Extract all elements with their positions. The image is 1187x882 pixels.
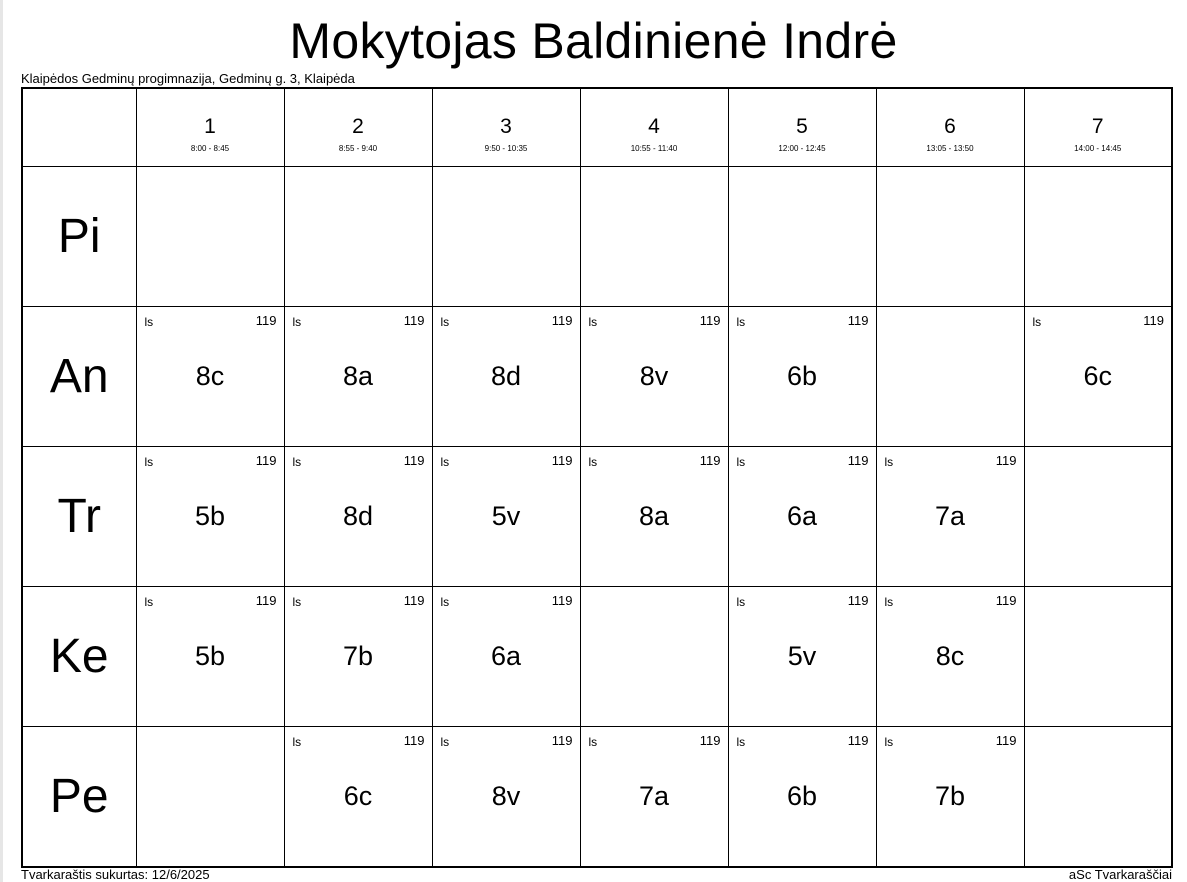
lesson-box xyxy=(729,587,876,726)
lesson-class: 8v xyxy=(639,360,669,391)
lesson-cell xyxy=(284,446,432,586)
empty-lesson-cell xyxy=(1024,166,1172,306)
lesson-room: 119 xyxy=(551,452,573,468)
page-left-edge xyxy=(0,0,3,882)
lesson-class: 6c xyxy=(343,780,373,811)
period-number: 6 xyxy=(944,115,956,138)
lesson-cell xyxy=(432,446,580,586)
lesson-class: 6a xyxy=(490,640,522,671)
lesson-subject: ls xyxy=(736,594,746,609)
lesson-subject: ls xyxy=(440,454,450,469)
lesson-box xyxy=(1025,587,1172,726)
lesson-subject: ls xyxy=(292,594,302,609)
period-time: 13:05 - 13:50 xyxy=(926,144,974,153)
period-header-cell xyxy=(728,88,876,166)
lesson-box xyxy=(285,447,432,586)
timetable-grid xyxy=(21,87,1173,868)
lesson-cell xyxy=(876,446,1024,586)
lesson-box xyxy=(581,727,728,866)
period-number: 1 xyxy=(204,115,216,138)
lesson-cell xyxy=(432,306,580,446)
lesson-class: 5b xyxy=(194,500,226,531)
lesson-box xyxy=(433,307,580,446)
footer-brand: aSc Tvarkaraščiai xyxy=(1068,867,1172,882)
lesson-cell xyxy=(876,726,1024,867)
lesson-room: 119 xyxy=(995,452,1017,468)
lesson-room: 119 xyxy=(551,732,573,748)
day-row xyxy=(22,306,1172,446)
footer-created-date: Tvarkaraštis sukurtas: 12/6/2025 xyxy=(21,867,210,882)
lesson-room: 119 xyxy=(255,452,277,468)
lesson-cell xyxy=(580,306,728,446)
lesson-subject: ls xyxy=(144,454,154,469)
lesson-box xyxy=(581,447,728,586)
lesson-box xyxy=(1025,727,1172,866)
lesson-cell xyxy=(432,586,580,726)
lesson-room: 119 xyxy=(403,312,425,328)
lesson-box xyxy=(433,447,580,586)
lesson-room: 119 xyxy=(403,592,425,608)
corner-cell xyxy=(22,88,136,166)
lesson-box xyxy=(729,167,876,306)
lesson-room: 119 xyxy=(403,452,425,468)
lesson-box xyxy=(729,727,876,866)
lesson-cell xyxy=(580,446,728,586)
lesson-class: 8a xyxy=(342,360,374,391)
lesson-cell xyxy=(728,446,876,586)
period-number: 2 xyxy=(352,115,364,138)
empty-lesson-cell xyxy=(1024,726,1172,867)
lesson-box xyxy=(285,587,432,726)
lesson-room: 119 xyxy=(255,592,277,608)
day-label: An xyxy=(22,306,136,446)
period-header-cell xyxy=(1024,88,1172,166)
lesson-box xyxy=(877,307,1024,446)
lesson-box xyxy=(137,727,284,866)
lesson-subject: ls xyxy=(292,734,302,749)
lesson-box xyxy=(285,727,432,866)
day-row xyxy=(22,726,1172,867)
lesson-box xyxy=(433,587,580,726)
empty-lesson-cell xyxy=(876,306,1024,446)
lesson-cell xyxy=(876,586,1024,726)
lesson-subject: ls xyxy=(736,314,746,329)
lesson-class: 7a xyxy=(638,780,670,811)
period-time: 8:55 - 9:40 xyxy=(338,144,378,153)
lesson-box xyxy=(877,447,1024,586)
lesson-box xyxy=(1025,447,1172,586)
lesson-cell xyxy=(728,726,876,867)
lesson-box xyxy=(433,727,580,866)
empty-lesson-cell xyxy=(580,166,728,306)
lesson-cell xyxy=(136,446,284,586)
lesson-subject: ls xyxy=(144,594,154,609)
period-number: 4 xyxy=(648,115,660,138)
lesson-box xyxy=(729,447,876,586)
period-header-cell xyxy=(136,88,284,166)
period-header-cell xyxy=(876,88,1024,166)
lesson-subject: ls xyxy=(884,454,894,469)
lesson-box xyxy=(137,587,284,726)
lesson-box xyxy=(877,727,1024,866)
period-time: 9:50 - 10:35 xyxy=(484,144,528,153)
lesson-subject: ls xyxy=(884,734,894,749)
period-header-cell xyxy=(580,88,728,166)
lesson-room: 119 xyxy=(847,592,869,608)
lesson-box xyxy=(581,587,728,726)
lesson-subject: ls xyxy=(292,314,302,329)
lesson-cell xyxy=(136,586,284,726)
day-label: Pi xyxy=(22,166,136,306)
period-time: 10:55 - 11:40 xyxy=(630,144,678,153)
page-title: Mokytojas Baldinienė Indrė xyxy=(289,13,898,69)
lesson-room: 119 xyxy=(699,312,721,328)
lesson-subject: ls xyxy=(144,314,154,329)
lesson-box xyxy=(137,167,284,306)
lesson-box xyxy=(581,307,728,446)
lesson-cell xyxy=(580,726,728,867)
lesson-class: 8d xyxy=(342,500,374,531)
period-time: 14:00 - 14:45 xyxy=(1074,144,1122,153)
period-number: 5 xyxy=(796,115,808,138)
lesson-class: 6c xyxy=(1083,360,1113,391)
day-label: Pe xyxy=(22,726,136,867)
lesson-cell xyxy=(136,306,284,446)
lesson-room: 119 xyxy=(995,732,1017,748)
lesson-subject: ls xyxy=(440,594,450,609)
lesson-room: 119 xyxy=(847,732,869,748)
lesson-cell xyxy=(284,586,432,726)
empty-lesson-cell xyxy=(580,586,728,726)
lesson-room: 119 xyxy=(847,312,869,328)
lesson-class: 8d xyxy=(490,360,522,391)
lesson-class: 8c xyxy=(195,360,225,391)
day-label: Ke xyxy=(22,586,136,726)
lesson-subject: ls xyxy=(736,734,746,749)
period-header-row xyxy=(22,88,1172,166)
lesson-cell xyxy=(284,726,432,867)
lesson-room: 119 xyxy=(699,732,721,748)
lesson-room: 119 xyxy=(403,732,425,748)
empty-lesson-cell xyxy=(136,166,284,306)
lesson-class: 5v xyxy=(491,500,521,531)
lesson-class: 8a xyxy=(638,500,670,531)
lesson-class: 7b xyxy=(934,780,966,811)
lesson-subject: ls xyxy=(1032,314,1042,329)
lesson-room: 119 xyxy=(551,592,573,608)
empty-lesson-cell xyxy=(876,166,1024,306)
school-address: Klaipėdos Gedminų progimnazija, Gedminų g. 3, Klaipėda xyxy=(21,71,355,86)
lesson-box xyxy=(285,167,432,306)
lesson-box xyxy=(433,167,580,306)
lesson-class: 7a xyxy=(934,500,966,531)
lesson-box xyxy=(729,307,876,446)
lesson-class: 8v xyxy=(491,780,521,811)
lesson-room: 119 xyxy=(551,312,573,328)
empty-lesson-cell xyxy=(728,166,876,306)
lesson-box xyxy=(877,587,1024,726)
empty-lesson-cell xyxy=(1024,586,1172,726)
lesson-cell xyxy=(728,586,876,726)
lesson-class: 8c xyxy=(935,640,965,671)
lesson-room: 119 xyxy=(255,312,277,328)
lesson-subject: ls xyxy=(440,314,450,329)
lesson-cell xyxy=(1024,306,1172,446)
empty-lesson-cell xyxy=(432,166,580,306)
lesson-class: 5v xyxy=(787,640,817,671)
empty-lesson-cell xyxy=(136,726,284,867)
lesson-class: 6a xyxy=(786,500,818,531)
lesson-room: 119 xyxy=(847,452,869,468)
lesson-cell xyxy=(432,726,580,867)
lesson-box xyxy=(877,167,1024,306)
day-row xyxy=(22,166,1172,306)
lesson-box xyxy=(1025,307,1172,446)
period-time: 8:00 - 8:45 xyxy=(190,144,230,153)
period-time: 12:00 - 12:45 xyxy=(778,144,826,153)
lesson-cell xyxy=(284,306,432,446)
lesson-subject: ls xyxy=(588,314,598,329)
lesson-box xyxy=(137,447,284,586)
lesson-box xyxy=(285,307,432,446)
lesson-class: 6b xyxy=(786,780,818,811)
lesson-subject: ls xyxy=(588,454,598,469)
lesson-box xyxy=(581,167,728,306)
lesson-subject: ls xyxy=(292,454,302,469)
lesson-subject: ls xyxy=(588,734,598,749)
lesson-subject: ls xyxy=(736,454,746,469)
lesson-class: 5b xyxy=(194,640,226,671)
day-label: Tr xyxy=(22,446,136,586)
empty-lesson-cell xyxy=(284,166,432,306)
period-header-cell xyxy=(284,88,432,166)
lesson-class: 7b xyxy=(342,640,374,671)
lesson-box xyxy=(137,307,284,446)
lesson-room: 119 xyxy=(699,452,721,468)
period-number: 3 xyxy=(500,115,512,138)
lesson-cell xyxy=(728,306,876,446)
day-row xyxy=(22,586,1172,726)
day-row xyxy=(22,446,1172,586)
lesson-subject: ls xyxy=(884,594,894,609)
lesson-room: 119 xyxy=(1143,312,1164,328)
lesson-box xyxy=(1025,167,1172,306)
empty-lesson-cell xyxy=(1024,446,1172,586)
lesson-subject: ls xyxy=(440,734,450,749)
period-number: 7 xyxy=(1091,115,1104,138)
lesson-room: 119 xyxy=(995,592,1017,608)
period-header-cell xyxy=(432,88,580,166)
lesson-class: 6b xyxy=(786,360,818,391)
